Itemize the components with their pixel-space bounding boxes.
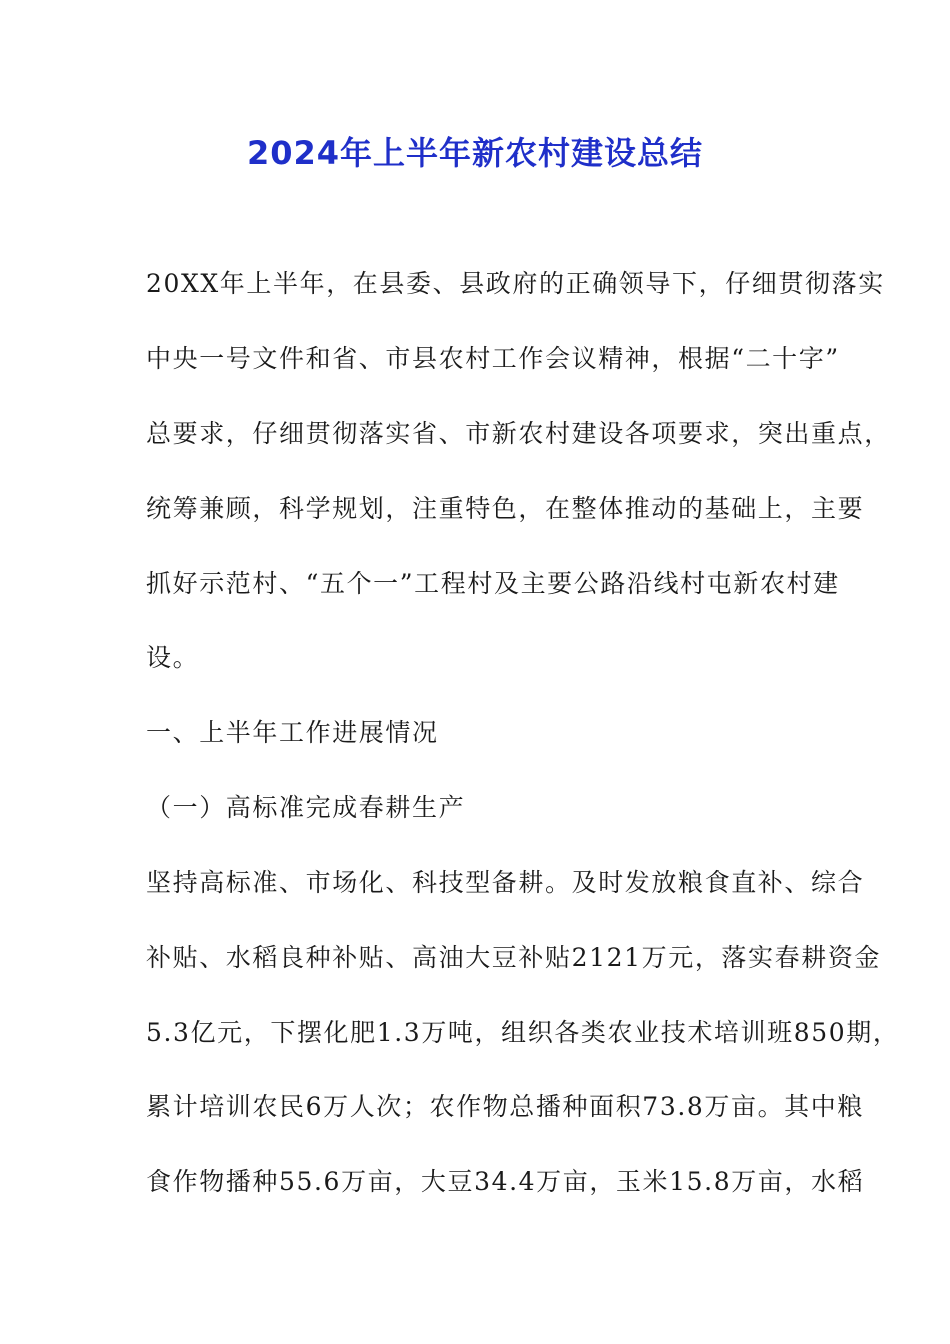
body-line: 设。: [146, 643, 200, 672]
document-title: 2024年上半年新农村建设总结: [246, 134, 704, 172]
body-line: 食作物播种55.6万亩，大豆34.4万亩，玉米15.8万亩，水稻: [146, 1167, 865, 1196]
body-line: 坚持高标准、市场化、科技型备耕。及时发放粮食直补、综合: [146, 868, 865, 897]
section-heading: 一、上半年工作进展情况: [146, 718, 439, 747]
body-line: 累计培训农民6万人次；农作物总播种面积73.8万亩。其中粮: [146, 1092, 864, 1121]
body-line: 中央一号文件和省、市县农村工作会议精神，根据“二十字”: [146, 344, 840, 373]
body-line: 补贴、水稻良种补贴、高油大豆补贴2121万元，落实春耕资金: [146, 943, 882, 972]
body-line: 5.3亿元，下摆化肥1.3万吨，组织各类农业技术培训班850期，: [146, 1018, 900, 1047]
subsection-heading: （一）高标准完成春耕生产: [146, 793, 466, 822]
body-line: 总要求，仔细贯彻落实省、市新农村建设各项要求，突出重点，: [146, 419, 891, 448]
body-line: 20XX年上半年，在县委、县政府的正确领导下，仔细贯彻落实: [146, 269, 885, 298]
body-line: 统筹兼顾，科学规划，注重特色，在整体推动的基础上，主要: [146, 494, 865, 523]
body-line: 抓好示范村、“五个一”工程村及主要公路沿线村屯新农村建: [146, 569, 840, 598]
